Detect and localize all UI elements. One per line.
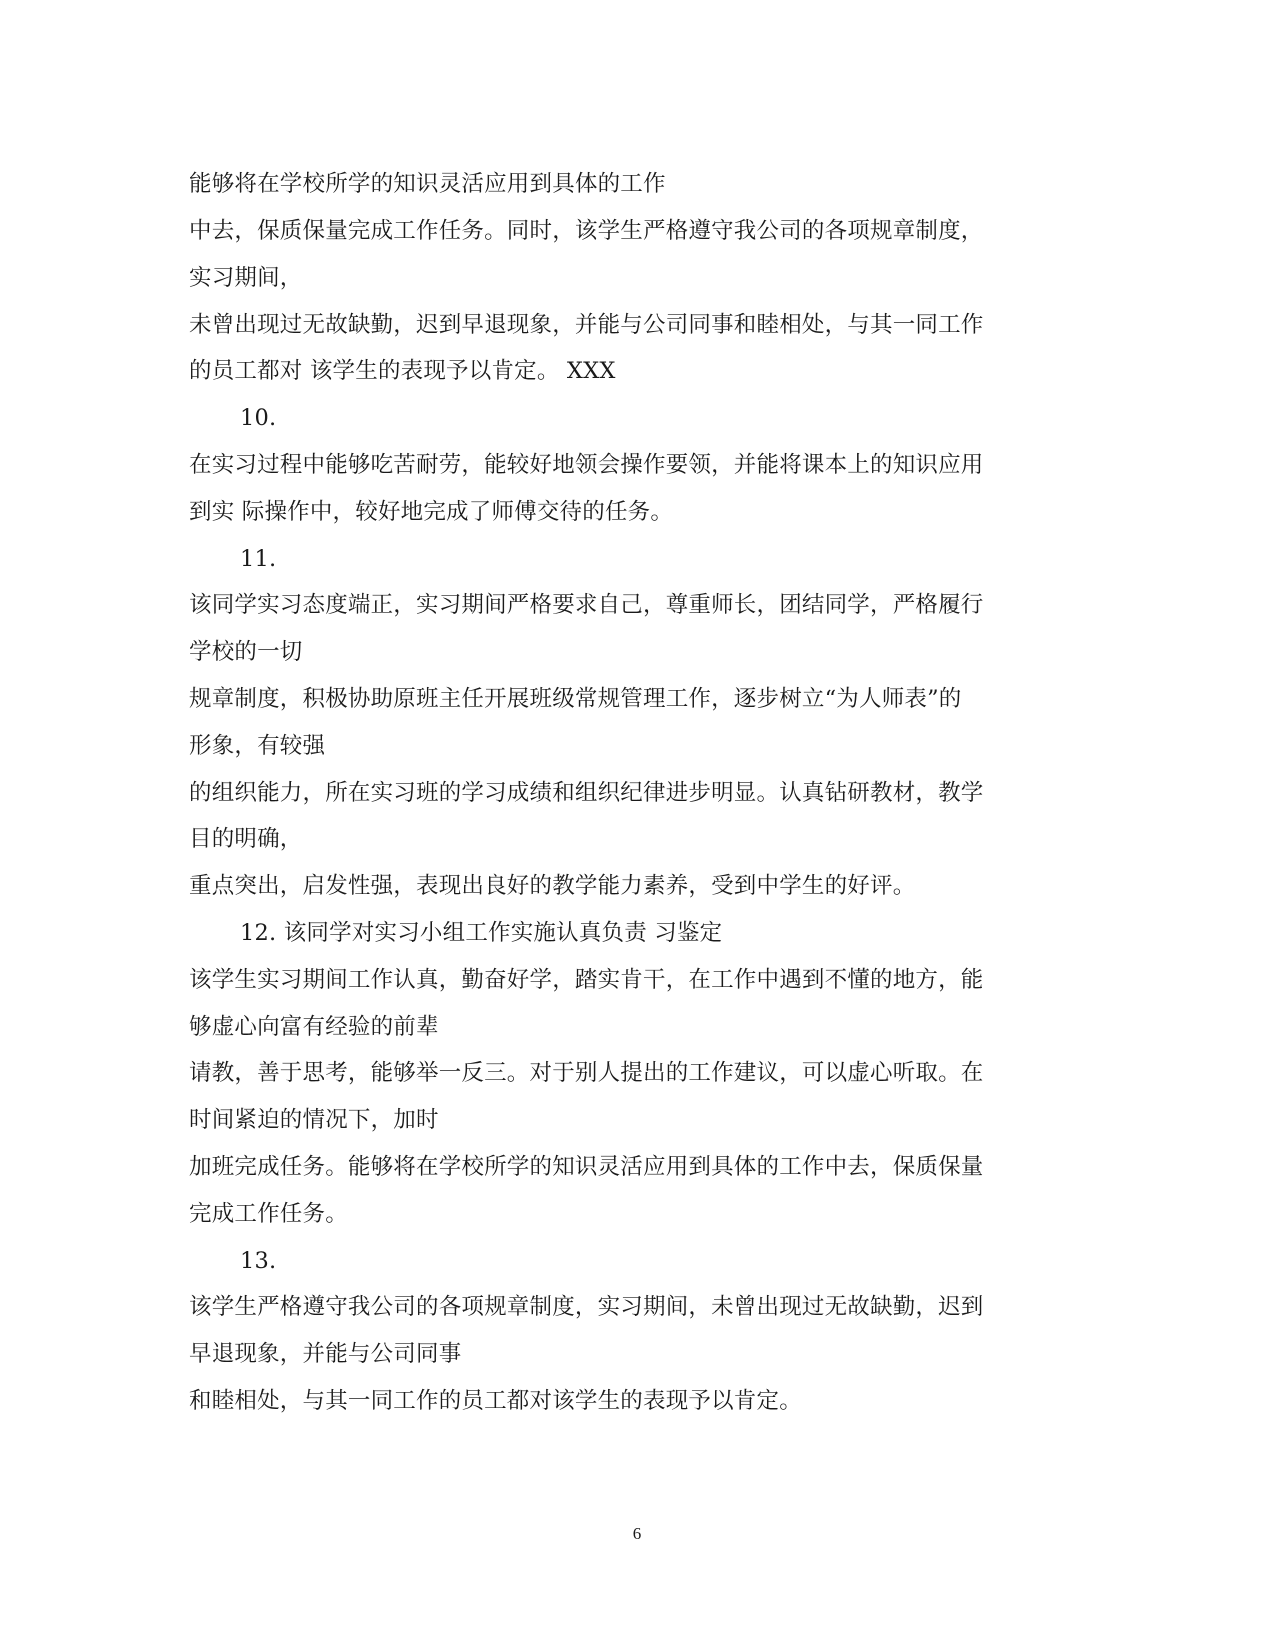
text-line: 重点突出，启发性强，表现出良好的教学能力素养，受到中学生的好评。	[189, 873, 916, 899]
text-line: 该学生严格遵守我公司的各项规章制度，实习期间，未曾出现过无故缺勤，迟到	[189, 1294, 984, 1320]
text-line: 规章制度，积极协助原班主任开展班级常规管理工作，逐步树立“为人师表”的	[189, 686, 962, 712]
text-line: 目的明确，	[189, 826, 303, 852]
text-line: 实习期间，	[189, 265, 303, 291]
text-line: 未曾出现过无故缺勤，迟到早退现象，并能与公司同事和睦相处，与其一同工作	[189, 312, 984, 338]
text-line: 中去，保质保量完成工作任务。同时，该学生严格遵守我公司的各项规章制度，	[189, 218, 984, 244]
text-line: 加班完成任务。能够将在学校所学的知识灵活应用到具体的工作中去，保质保量	[189, 1154, 984, 1180]
item-heading: 12. 该同学对实习小组工作实施认真负责 习鉴定	[240, 920, 723, 946]
text-line: 形象，有较强	[189, 733, 326, 759]
text-line: 的员工都对 该学生的表现予以肯定。 XXX	[189, 358, 616, 384]
text-line: 请教，善于思考，能够举一反三。对于别人提出的工作建议，可以虚心听取。在	[189, 1060, 984, 1086]
text-line: 到实 际操作中，较好地完成了师傅交待的任务。	[189, 499, 674, 525]
text-line: 该学生实习期间工作认真，勤奋好学，踏实肯干，在工作中遇到不懂的地方，能	[189, 967, 984, 993]
text-line: 和睦相处，与其一同工作的员工都对该学生的表现予以肯定。	[189, 1388, 802, 1414]
text-line: 学校的一切	[189, 639, 303, 665]
text-line: 完成工作任务。	[189, 1201, 348, 1227]
text-line: 的组织能力，所在实习班的学习成绩和组织纪律进步明显。认真钻研教材，教学	[189, 780, 984, 806]
text-line: 够虚心向富有经验的前辈	[189, 1014, 439, 1040]
item-number: 13.	[240, 1248, 277, 1274]
item-number: 11.	[240, 546, 277, 572]
text-line: 该同学实习态度端正，实习期间严格要求自己，尊重师长，团结同学，严格履行	[189, 592, 984, 618]
page-number: 6	[632, 1524, 642, 1543]
text-line: 能够将在学校所学的知识灵活应用到具体的工作	[189, 171, 666, 197]
text-line: 在实习过程中能够吃苦耐劳，能较好地领会操作要领，并能将课本上的知识应用	[189, 452, 984, 478]
text-line: 早退现象，并能与公司同事	[189, 1341, 462, 1367]
text-line: 时间紧迫的情况下，加时	[189, 1107, 439, 1133]
item-number: 10.	[240, 405, 277, 431]
